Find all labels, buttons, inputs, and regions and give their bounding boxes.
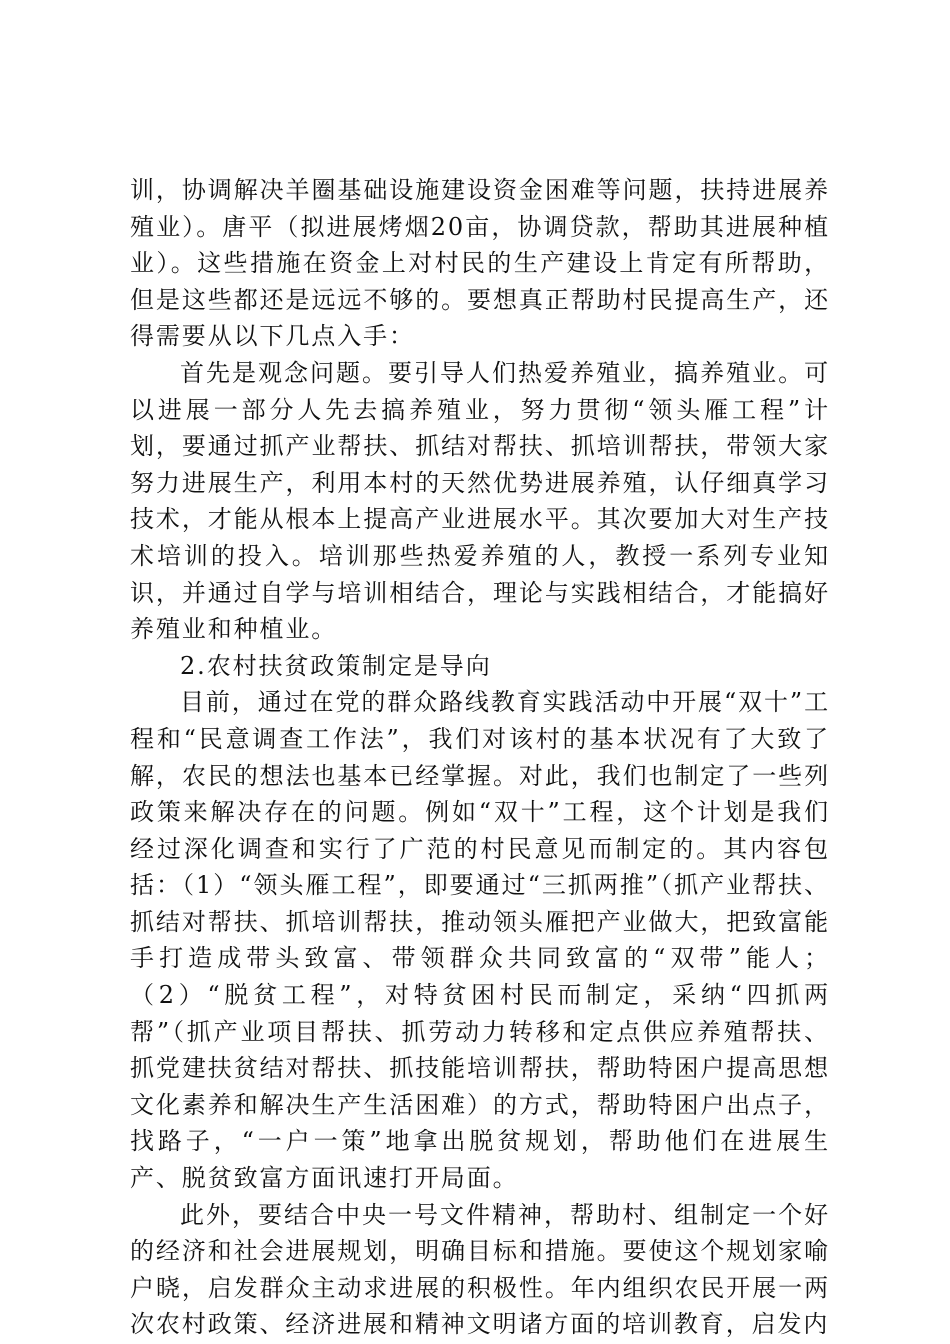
- paragraph-double-ten-project: 目前，通过在党的群众路线教育实践活动中开展“双十”工程和“民意调查工作法”，我们对该村的基本状况有了大致了解，农民的想法也基本已经掌握。对此，我们也制定了一些列政策来解决存在的问题。例如“双十”工程，这个计划是我们经过深化调查和实行了广范的村民意见而制定的。其内容包括：（1）“领头雁工程”，即要通过“三抓两推”（抓产业帮扶、抓结对帮扶、抓培训帮扶，推动领头雁把产业做大，把致富能手打造成带头致富、带领群众共同致富的“双带”能人；（2）“脱贫工程”，对特贫困村民而制定，采纳“四抓两帮”（抓产业项目帮扶、抓劳动力转移和定点供应养殖帮扶、抓党建扶贫结对帮扶、抓技能培训帮扶，帮助特困户提高思想文化素养和解决生产生活困难）的方式，帮助特困户出点子，找路子，“一户一策”地拿出脱贫规划，帮助他们在进展生产、脱贫致富方面讯速打开局面。: [130, 688, 830, 1193]
- paragraph-development-plan: 此外，要结合中央一号文件精神，帮助村、组制定一个好的经济和社会进展规划，明确目标和措施。要使这个规划家喻户晓，启发群众主动求进展的积极性。年内组织农民开展一两次农村政策、经济进展和精神文明诸方面的培训教育，启发内: [130, 1200, 830, 1339]
- paragraph-concept-issue: 首先是观念问题。要引导人们热爱养殖业，搞养殖业。可以进展一部分人先去搞养殖业，努力贯彻“领头雁工程”计划，要通过抓产业帮扶、抓结对帮扶、抓培训帮扶，带领大家努力进展生产，利用本村的天然优势进展养殖，认仔细真学习技术，才能从根本上提高产业进展水平。其次要加大对生产技术培训的投入。培训那些热爱养殖的人，教授一系列专业知识，并通过自学与培训相结合，理论与实践相结合，才能搞好养殖业和种植业。: [130, 358, 830, 644]
- document-body: [130, 172, 830, 1343]
- paragraph-continuation: 训，协调解决羊圈基础设施建设资金困难等问题，扶持进展养殖业）。唐平（拟进展烤烟20亩，协调贷款，帮助其进展种植业）。这些措施在资金上对村民的生产建设上肯定有所帮助，但是这些都还是远远不够的。要想真正帮助村民提高生产，还得需要从以下几点入手：: [130, 176, 830, 351]
- section-heading-policy: 2.农村扶贫政策制定是导向: [180, 651, 492, 680]
